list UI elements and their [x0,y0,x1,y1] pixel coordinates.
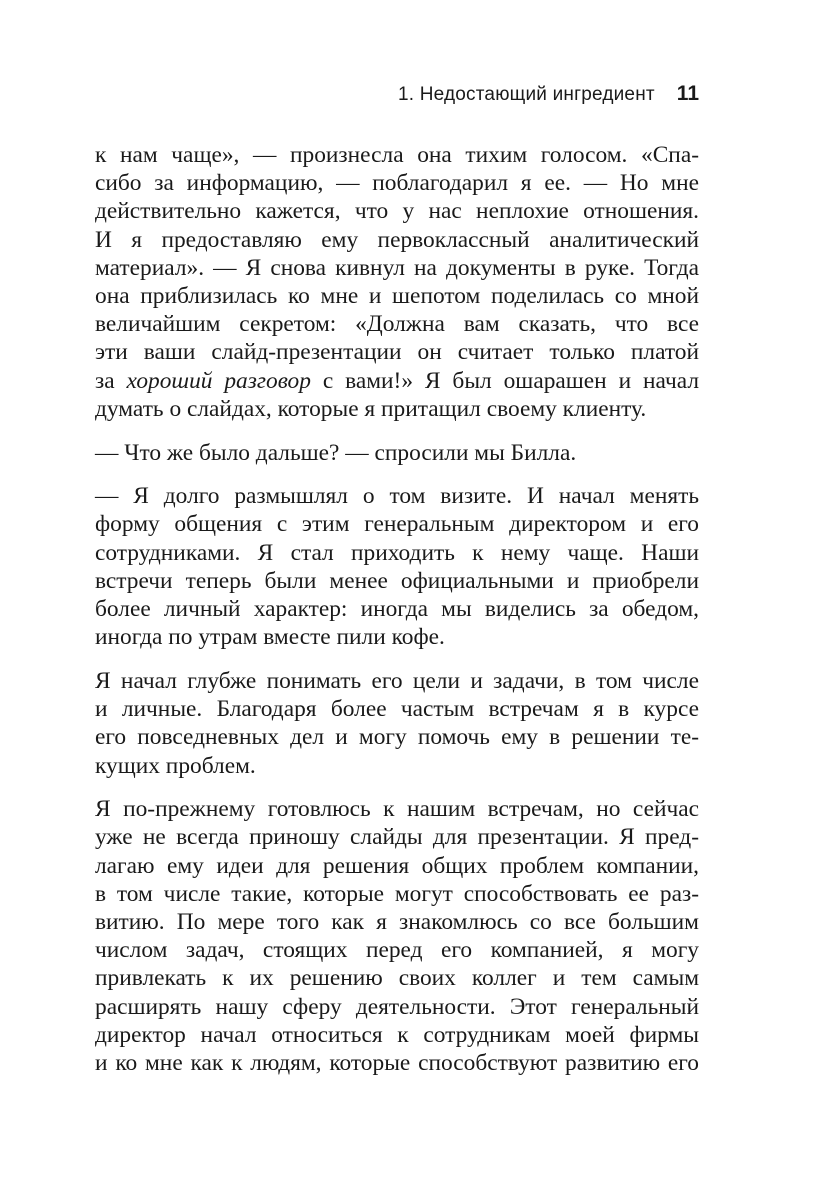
text-line: она приблизилась ко мне и шепотом поделилась со мной [95,283,699,310]
text-line: величайшим секретом: «Должна вам сказать, что все [95,311,699,338]
text-line: материал». — Я снова кивнул на документы в руке. Тогда [95,254,699,281]
text-line: в том числе такие, которые могут способствовать ее раз- [95,880,699,907]
text-line: директор начал относиться к сотрудникам моей фирмы [95,1021,699,1048]
text-line: и личные. Благодаря более частым встречам я в курсе [95,696,699,723]
body-text [95,141,699,1077]
text-line: Я по-прежнему готовлюсь к нашим встречам, но сейчас [95,796,699,823]
text-line: витию. По мере того как я знакомлюсь со все большим [95,909,699,936]
text-line: И я предоставляю ему первоклассный аналитический [95,226,699,253]
text-line: и ко мне как к людям, которые способствуют развитию его [95,1050,699,1077]
text-line: более личный характер: иногда мы виделись за обедом, [95,596,699,623]
text-line: к нам чаще», — произнесла она тихим голосом. «Спа- [95,142,699,168]
text-line-with-emphasis [95,367,699,395]
text-line: привлекать к их решению своих коллег и тем самым [95,965,699,992]
text-line: иногда по утрам вместе пили кофе. [95,624,445,651]
paragraph-2 [95,439,699,467]
running-header [398,80,699,109]
paragraph-3 [95,482,699,651]
text-line: кущих проблем. [95,752,256,779]
text-fragment: за [95,367,127,394]
text-line: числом задач, стоящих перед его компанией, я могу [95,937,699,964]
text-line: сотрудниками. Я стал приходить к нему чаще. Наши [95,539,699,566]
text-line: расширять нашу сферу деятельности. Этот генеральный [95,993,699,1020]
paragraph-4 [95,667,699,780]
text-line: уже не всегда приношу слайды для презентации. Я пред- [95,824,699,851]
page-number: 11 [676,82,699,105]
paragraph-5 [95,795,699,1077]
text-line: эти ваши слайд-презентации он считает только платой [95,339,699,366]
text-line: думать о слайдах, которые я притащил своему клиенту. [95,395,647,422]
text-line: лагаю ему идеи для решения общих проблем компании, [95,852,699,879]
text-line: Я начал глубже понимать его цели и задачи, в том числе [95,667,699,694]
text-line: форму общения с этим генеральным директором и его [95,511,699,538]
text-line: его повседневных дел и могу помочь ему в решении те- [95,724,699,751]
text-line: сибо за информацию, — поблагодарил я ее. — Но мне [95,170,699,197]
text-fragment: с вами!» Я был ошарашен и начал [310,367,699,394]
text-line: действительно кажется, что у нас неплохие отношения. [95,198,699,225]
italic-emphasis: хороший разговор [126,367,311,394]
text-line: — Что же было дальше? — спросили мы Билла. [95,439,577,466]
text-line: — Я долго размышлял о том визите. И начал менять [95,483,699,510]
chapter-title: 1. Недостающий ингредиент [397,84,655,105]
text-line: встречи теперь были менее официальными и приобрели [95,567,699,594]
paragraph-1 [95,141,699,423]
